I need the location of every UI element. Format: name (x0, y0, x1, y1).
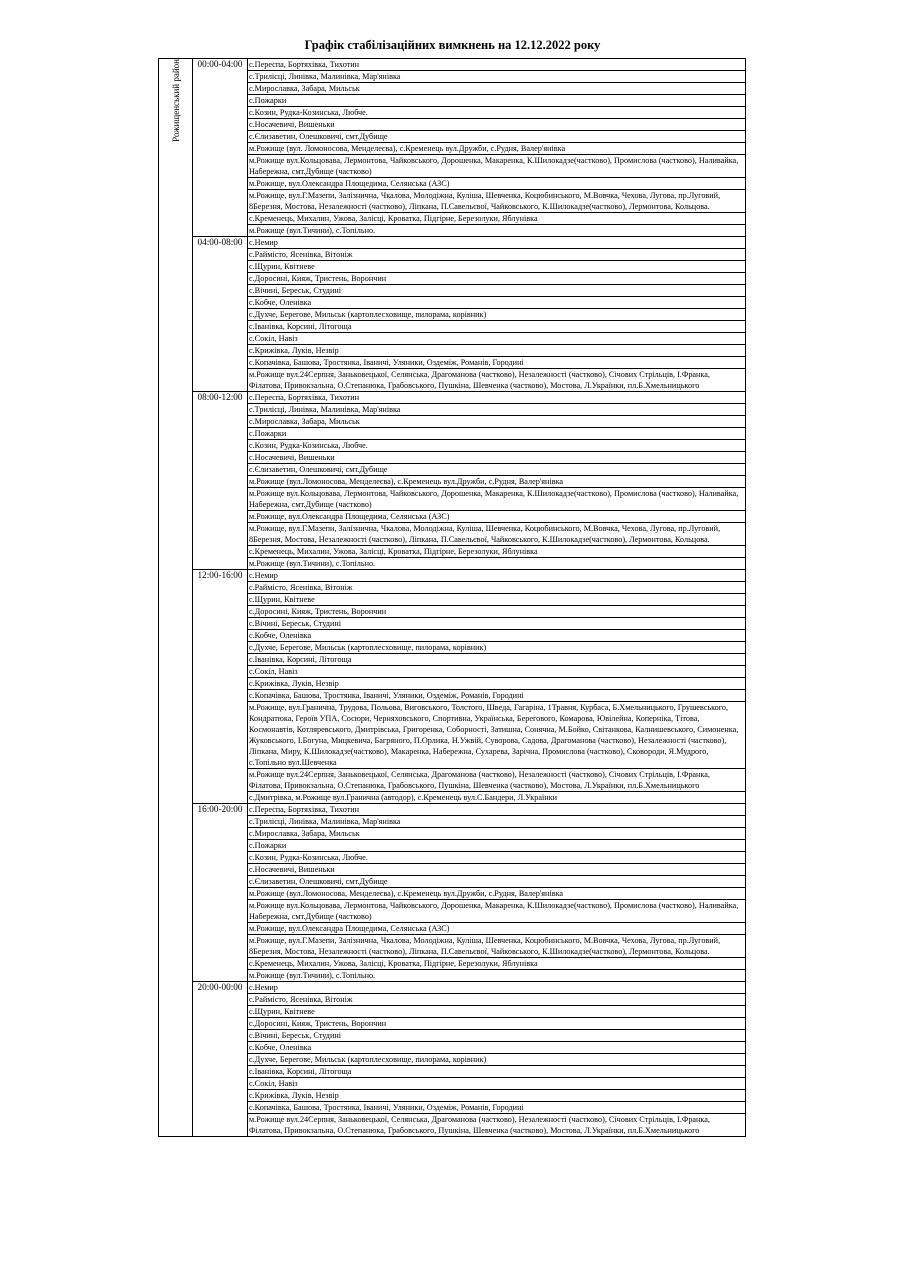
area-list-cell: м.Рожище вул.Кольцовава, Лермонтова, Чайковського, Дорошенка, Макаренка, К.Шилокадзе(частково), Промислова (частково), Наливайка, Набережна, смт.Дубище (частково) (248, 488, 746, 511)
area-list-cell: с.Вічині, Береськ, Студині (248, 285, 746, 297)
table-row (159, 131, 746, 143)
table-row (159, 440, 746, 452)
district-name: Рожищенський район (170, 59, 181, 142)
area-list-cell: с.Сокіл, Навіз (248, 1078, 746, 1090)
area-list-cell: с.Переспа, Бортяхівка, Тихотин (248, 804, 746, 816)
area-list-cell: с.Кременець, Михалин, Ужова, Залісці, Кроватка, Підгірне, Березолуки, Яблунівка (248, 213, 746, 225)
table-row (159, 828, 746, 840)
table-row (159, 840, 746, 852)
time-slot: 20:00-00:00 (193, 982, 248, 1137)
table-row (159, 876, 746, 888)
area-list-cell: с.Доросині, Кияж, Тристень, Ворончин (248, 273, 746, 285)
table-row (159, 119, 746, 131)
area-list-cell: с.Козин, Рудка-Козинська, Любче. (248, 440, 746, 452)
table-row (159, 488, 746, 511)
area-list-cell: с.Трилісці, Линівка, Малинівка, Мар'янівка (248, 404, 746, 416)
table-row (159, 476, 746, 488)
area-list-cell: с.Трилісці, Линівка, Малинівка, Мар'янівка (248, 816, 746, 828)
table-row (159, 213, 746, 225)
area-list-cell: с.Кобче, Оленівка (248, 1042, 746, 1054)
area-list-cell: м.Рожище вул.Кольцовава, Лермонтова, Чайковського, Дорошенка, Макаренка, К.Шилокадзе(частково), Промислова (частково), Наливайка, Набережна, смт.Дубище (частково) (248, 155, 746, 178)
area-list-cell: с.Кременець, Михалин, Ужова, Залісці, Кроватка, Підгірне, Березолуки, Яблунівка (248, 958, 746, 970)
area-list-cell: м.Рожище вул.24Серпня, Заньковецької, Селянська, Драгоманова (частково), Незалежності (частково), Січових Стрільців, І.Франка, Філатова, Привокзальна, О.Степанюка, Грабовського, Пушкіна, Шевченка (частково), Мостова, Л.Українки, пл.Б.Хмельницького (248, 769, 746, 792)
table-row (159, 769, 746, 792)
area-list-cell: с.Раймісто, Ясенівка, Вітоніж (248, 994, 746, 1006)
table-row (159, 702, 746, 769)
area-list-cell: с.Духче, Берегове, Мильськ (картоплесховище, пилорама, корівник) (248, 1054, 746, 1066)
table-row (159, 1090, 746, 1102)
area-list-cell: с.Пожарки (248, 428, 746, 440)
table-row (159, 95, 746, 107)
area-list-cell: м.Рожище (вул.Ломоносова, Менделеєва), с.Кременець вул.Дружби, с.Рудня, Валер'янівка (248, 888, 746, 900)
area-list-cell: с.Доросині, Кияж, Тристень, Ворончин (248, 606, 746, 618)
area-list-cell: м.Рожище (вул. Ломоносова, Менделеєва), с.Кременець вул.Дружби, с.Рудня, Валер'янівка (248, 143, 746, 155)
area-list-cell: с.Духче, Берегове, Мильськ (картоплесховище, пилорама, корівник) (248, 309, 746, 321)
table-row (159, 83, 746, 95)
area-list-cell: с.Щурин, Квітневе (248, 1006, 746, 1018)
district-cell (159, 59, 193, 1137)
table-row (159, 1114, 746, 1137)
area-list-cell: с.Мирославка, Забара, Мильськ (248, 83, 746, 95)
table-row (159, 666, 746, 678)
area-list-cell: с.Крижівка, Луків, Незвір (248, 1090, 746, 1102)
area-list-cell: м.Рожище, вул.Г.Мазепи, Залізнична, Чкалова, Молодіжна, Куліша, Шевченка, Коцюбинського, М.Вовчка, Чехова, Лугова, пр.Луговий, 8Березня, Мостова, Незалежності (частково), Ліпкана, П.Савельєвої, Чайковського, К.Шилокадзе(частково), Лермонтова, Кольцова. (248, 190, 746, 213)
area-list-cell: с.Сокіл, Навіз (248, 333, 746, 345)
table-row (159, 261, 746, 273)
area-list-cell: с.Пожарки (248, 840, 746, 852)
table-row (159, 982, 746, 994)
area-list-cell: м.Рожище, вул.Гранична, Трудова, Польова, Виговського, Толстого, Шведа, Гагаріна, 1Травня, Курбаса, Б.Хмельницького, Грушевського, Кондратюка, Героїв УПА, Сосюри, Черняховського, Спортивна, Українська, Берегового, Комарова, Ювілейна, Коперніка, Тітова, Космонавтів, Котляревського, Дмитрівська, Григоренка, Соборності, Затишна, Сонячна, М.Бойко, Світанкова, Калнишевського, Симоненка, Жуковського, І.Богуна, Мицкевича, Багряного, П.Орлика, Н.Ужвій, Суворова, Садова, Драгоманова (частково), Незалежності (частково), Ліпкана, Миру, К.Шилокадзе(частково), Макаренка, Набережна, Сухарева, Зарічна, Промислова (частково), Сковороди, Я.Мудрого, с.Топільно вул.Шевченка (248, 702, 746, 769)
area-list-cell: с.Копачівка, Башова, Тростянка, Іваничі, Уляники, Оздеміж, Романів, Городині (248, 690, 746, 702)
table-row (159, 654, 746, 666)
table-row (159, 792, 746, 804)
table-row (159, 570, 746, 582)
area-list-cell: м.Рожище вул.24Серпня, Заньковецької, Селянська, Драгоманова (частково), Незалежності (частково), Січових Стрільців, І.Франка, Філатова, Привокзальна, О.Степанюка, Грабовського, Пушкіна, Шевченка (частково), Мостова, Л.Українки, пл.Б.Хмельницького (248, 369, 746, 392)
table-row (159, 582, 746, 594)
area-list-cell: с.Вічині, Береськ, Студині (248, 1030, 746, 1042)
area-list-cell: с.Раймісто, Ясенівка, Вітоніж (248, 249, 746, 261)
area-list-cell: м.Рожище, вул.Олександра Площедима, Селянська (АЗС) (248, 178, 746, 190)
area-list-cell: с.Козин, Рудка-Козинська, Любче. (248, 107, 746, 119)
table-row (159, 392, 746, 404)
table-row (159, 678, 746, 690)
table-row (159, 190, 746, 213)
time-slot: 16:00-20:00 (193, 804, 248, 982)
time-slot: 04:00-08:00 (193, 237, 248, 392)
table-row (159, 1066, 746, 1078)
area-list-cell: м.Рожище (вул.Тичини), с.Топільно. (248, 558, 746, 570)
table-row (159, 404, 746, 416)
table-row (159, 804, 746, 816)
area-list-cell: с.Єлизаветин, Олешковичі, смт.Дубище (248, 131, 746, 143)
table-row (159, 273, 746, 285)
table-row (159, 321, 746, 333)
table-row (159, 935, 746, 958)
outage-schedule-table (158, 58, 746, 1137)
area-list-cell: с.Немир (248, 570, 746, 582)
area-list-cell: с.Щурин, Квітневе (248, 261, 746, 273)
table-row (159, 452, 746, 464)
area-list-cell: с.Немир (248, 982, 746, 994)
area-list-cell: с.Козин, Рудка-Козинська, Любче. (248, 852, 746, 864)
area-list-cell: с.Єлизаветин, Олешковичі, смт.Дубище (248, 876, 746, 888)
table-row (159, 923, 746, 935)
area-list-cell: с.Кобче, Оленівка (248, 297, 746, 309)
table-row (159, 1102, 746, 1114)
table-row (159, 237, 746, 249)
area-list-cell: с.Кобче, Оленівка (248, 630, 746, 642)
table-row (159, 1006, 746, 1018)
time-slot: 08:00-12:00 (193, 392, 248, 570)
table-row (159, 155, 746, 178)
area-list-cell: с.Носачевичі, Вишеньки (248, 452, 746, 464)
table-row (159, 690, 746, 702)
area-list-cell: с.Доросині, Кияж, Тристень, Ворончин (248, 1018, 746, 1030)
table-row (159, 416, 746, 428)
table-row (159, 285, 746, 297)
area-list-cell: с.Крижівка, Луків, Незвір (248, 678, 746, 690)
table-row (159, 511, 746, 523)
area-list-cell: с.Пожарки (248, 95, 746, 107)
area-list-cell: с.Іванівка, Корсині, Літогоща (248, 1066, 746, 1078)
table-row (159, 1030, 746, 1042)
area-list-cell: м.Рожище вул.24Серпня, Заньковецької, Селянська, Драгоманова (частково), Незалежності (частково), Січових Стрільців, І.Франка, Філатова, Привокзальна, О.Степанюка, Грабовського, Пушкіна, Шевченка (частково), Мостова, Л.Українки, пл.Б.Хмельницького (248, 1114, 746, 1137)
area-list-cell: м.Рожище, вул.Г.Мазепи, Залізнична, Чкалова, Молодіжна, Куліша, Шевченка, Коцюбинського, М.Вовчка, Чехова, Лугова, пр.Луговий, 8Березня, Мостова, Незалежності (частково), Ліпкана, П.Савельєвої, Чайковського, К.Шилокадзе(частково), Лермонтова, Кольцова. (248, 523, 746, 546)
table-row (159, 249, 746, 261)
table-row (159, 994, 746, 1006)
area-list-cell: с.Мирославка, Забара, Мильськ (248, 828, 746, 840)
area-list-cell: с.Переспа, Бортяхівка, Тихотин (248, 59, 746, 71)
table-row (159, 1078, 746, 1090)
area-list-cell: м.Рожище (вул.Тичини), с.Топільно. (248, 225, 746, 237)
table-row (159, 546, 746, 558)
table-row (159, 618, 746, 630)
table-row (159, 309, 746, 321)
table-row (159, 107, 746, 119)
table-row (159, 864, 746, 876)
area-list-cell: с.Носачевичі, Вишеньки (248, 119, 746, 131)
area-list-cell: м.Рожище, вул.Олександра Площедима, Селянська (АЗС) (248, 923, 746, 935)
area-list-cell: с.Духче, Берегове, Мильськ (картоплесховище, пилорама, корівник) (248, 642, 746, 654)
time-slot: 12:00-16:00 (193, 570, 248, 804)
area-list-cell: с.Крижівка, Луків, Незвір (248, 345, 746, 357)
table-row (159, 357, 746, 369)
table-row (159, 970, 746, 982)
table-row (159, 225, 746, 237)
area-list-cell: м.Рожище, вул.Г.Мазепи, Залізнична, Чкалова, Молодіжна, Куліша, Шевченка, Коцюбинського, М.Вовчка, Чехова, Лугова, пр.Луговий, 8Березня, Мостова, Незалежності (частково), Ліпкана, П.Савельєвої, Чайковського, К.Шилокадзе(частково), Лермонтова, Кольцова. (248, 935, 746, 958)
area-list-cell: с.Вічині, Береськ, Студині (248, 618, 746, 630)
area-list-cell: с.Щурин, Квітневе (248, 594, 746, 606)
table-row (159, 523, 746, 546)
table-row (159, 606, 746, 618)
table-row (159, 464, 746, 476)
time-slot: 00:00-04:00 (193, 59, 248, 237)
table-row (159, 816, 746, 828)
table-row (159, 852, 746, 864)
table-row (159, 642, 746, 654)
area-list-cell: с.Мирославка, Забара, Мильськ (248, 416, 746, 428)
area-list-cell: с.Немир (248, 237, 746, 249)
table-row (159, 900, 746, 923)
area-list-cell: с.Трилісці, Линівка, Малинівка, Мар'янівка (248, 71, 746, 83)
area-list-cell: с.Єлизаветин, Олешковичі, смт.Дубище (248, 464, 746, 476)
table-row (159, 1018, 746, 1030)
area-list-cell: м.Рожище вул.Кольцовава, Лермонтова, Чайковського, Дорошенка, Макаренка, К.Шилокадзе(частково), Промислова (частково), Наливайка, Набережна, смт.Дубище (частково) (248, 900, 746, 923)
area-list-cell: с.Кременець, Михалин, Ужова, Залісці, Кроватка, Підгірне, Березолуки, Яблунівка (248, 546, 746, 558)
table-row (159, 345, 746, 357)
table-row (159, 1042, 746, 1054)
area-list-cell: с.Носачевичі, Вишеньки (248, 864, 746, 876)
table-row (159, 428, 746, 440)
table-row (159, 630, 746, 642)
table-row (159, 297, 746, 309)
area-list-cell: м.Рожище (вул.Ломоносова, Менделеєва), с.Кременець вул.Дружби, с.Рудня, Валер'янівка (248, 476, 746, 488)
area-list-cell: с.Копачівка, Башова, Тростянка, Іваничі, Уляники, Оздеміж, Романів, Городині (248, 1102, 746, 1114)
table-row (159, 71, 746, 83)
table-row (159, 333, 746, 345)
table-row (159, 143, 746, 155)
area-list-cell: с.Сокіл, Навіз (248, 666, 746, 678)
document-title: Графік стабілізаційних вимкнень на 12.12.2022 року (304, 38, 601, 52)
area-list-cell: с.Переспа, Бортяхівка, Тихотин (248, 392, 746, 404)
table-row (159, 558, 746, 570)
area-list-cell: м.Рожище, вул.Олександра Площедима, Селянська (АЗС) (248, 511, 746, 523)
schedule-body (159, 59, 746, 1137)
area-list-cell: с.Дмитрівка, м.Рожище вул.Гранична (автодор), с.Кременець вул.С.Бандери, Л.Українки (248, 792, 746, 804)
table-row (159, 178, 746, 190)
table-row (159, 1054, 746, 1066)
table-row (159, 594, 746, 606)
area-list-cell: с.Раймісто, Ясенівка, Вітоніж (248, 582, 746, 594)
area-list-cell: с.Іванівка, Корсині, Літогоща (248, 321, 746, 333)
area-list-cell: м.Рожище (вул.Тичини), с.Топільно. (248, 970, 746, 982)
area-list-cell: с.Іванівка, Корсині, Літогоща (248, 654, 746, 666)
table-row (159, 888, 746, 900)
table-row (159, 958, 746, 970)
table-row (159, 369, 746, 392)
area-list-cell: с.Копачівка, Башова, Тростянка, Іваничі, Уляники, Оздеміж, Романів, Городині (248, 357, 746, 369)
table-row (159, 59, 746, 71)
